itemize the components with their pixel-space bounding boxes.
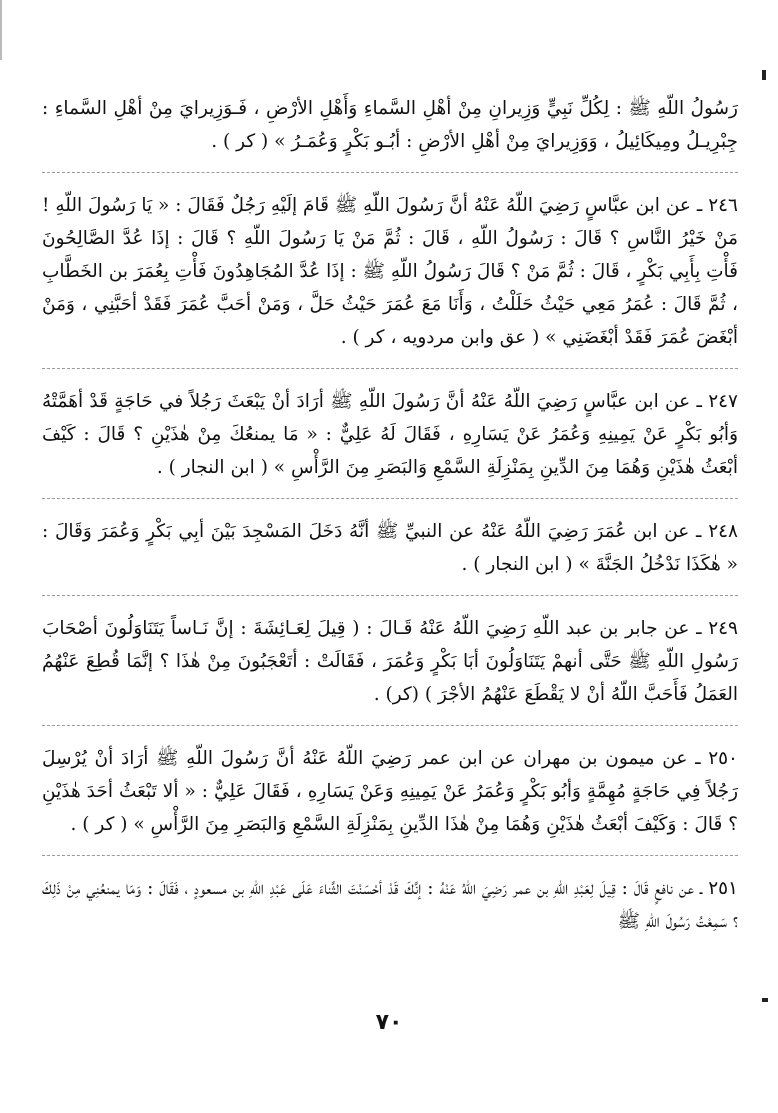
scan-edge-mark (762, 998, 768, 1002)
page-number: ٧٠ (375, 1010, 403, 1035)
hadith-251: ٢٥١ ـ عن نافعٍ قَالَ : قِيلَ لِعَبْدِ اللّهِ بن عمر رَضِيَ اللّهُ عَنْهُ : إنَّكَ قَدْ أحْسَنْتَ الثَّناءَ عَلَى عَبْدِ اللّهِ بن مسعودٍ ، فَقَالَ : وَمَا يمنعُنِي مِنْ ذَلِكَ ؟ سَمِعْتُ رَسُولَ اللّهِ ﷺ (42, 878, 738, 932)
hadith-248: ٢٤٨ ـ عن ابن عُمَرَ رَضِيَ اللّهُ عَنْهُ عن النبيِّ ﷺ أنَّهُ دَخَلَ المَسْجِدَ بَيْنَ أبِي بَكْرٍ وَعُمَرَ وَقَالَ : « هٰكَذَا نَدْخُلُ الجَنَّةَ » ( ابن النجار ) . (42, 521, 738, 575)
divider (42, 595, 738, 596)
scan-edge-mark (762, 70, 766, 80)
divider (42, 855, 738, 856)
divider (42, 498, 738, 499)
divider (42, 725, 738, 726)
paragraph-continuation: رَسُولُ اللّهِ ﷺ : لِكُلِّ نَبِيٍّ وَزِيرانِ مِنْ أهْلِ السَّماءِ وَأَهْلِ الأرْضِ ، فَـوَزِيرايَ مِنْ أهْلِ السَّماءِ : جِبْرِيـلُ ومِيكَائِيلُ ، وَوَزِيرايَ مِنْ أهْلِ الأرْضِ : أبُـو بَكْرٍ وَعُمَـرُ » ( كر ) . (42, 98, 738, 152)
hadith-249: ٢٤٩ ـ عن جابر بن عبد اللّهِ رَضِيَ اللّهُ عَنْهُ قَـالَ : ( قِيلَ لِعَـائِشَةَ : إنَّ نَـاساً يَتَنَاوَلُونَ أصْحَابَ رَسُولِ اللّهِ ﷺ حَتَّى أنهمْ يَتَنَاوَلُونَ أبَا بَكْرٍ وَعُمَرَ ، فَقَالَتْ : أتَعْجَبُونَ مِنْ هٰذَا ؟ إنَّمَا قُطِعَ عَنْهُمُ العَمَلُ فَأَحَبَّ اللّهُ أنْ لا يَقْطَعَ عَنْهُمُ الأجْرَ ) (كر) . (42, 618, 738, 705)
divider (42, 172, 738, 173)
page-body (42, 92, 738, 952)
hadith-250: ٢٥٠ ـ عن ميمون بن مهران عن ابن عمر رَضِيَ اللّهُ عَنْهُ أنَّ رَسُولَ اللّهِ ﷺ أرَادَ أنْ يُرْسِلَ رَجُلاً فِي حَاجَةٍ مُهِمَّةٍ وَأبُو بَكْرٍ وَعُمَرُ عَنْ يَمِينِهِ وَعَنْ يَسَارِهِ ، فَقَالَ عَلِيٌّ : « ألا تَبْعَثُ أحَدَ هٰذَيْنِ ؟ قَالَ : وَكَيْفَ أبْعَثُ هٰذَيْنِ وَهُمَا مِنْ هٰذَا الدِّينِ بِمَنْزِلَةِ السَّمْعِ وَالبَصَرِ مِنَ الرَّأْسِ » ( كر ) . (42, 748, 738, 835)
scan-edge-mark (0, 0, 2, 60)
hadith-246: ٢٤٦ ـ عن ابن عبَّاسٍ رَضِيَ اللّهُ عَنْهُ أنَّ رَسُولَ اللّهِ ﷺ قَامَ إلَيْهِ رَجُلٌ فَقَالَ : « يَا رَسُولَ اللّهِ ! مَنْ خَيْرُ النَّاسِ ؟ قَالَ : رَسُولُ اللّهِ ، قَالَ : ثُمَّ مَنْ يَا رَسُولَ اللّهِ ؟ قَالَ : إذَا عُدَّ الصَّالِحُونَ فَأْتِ بِأَبِي بَكْرٍ ، قَالَ : ثُمَّ مَنْ ؟ قَالَ رَسُولُ اللّهِ ﷺ : إذَا عُدَّ المُجَاهِدُونَ فَأْتِ بِعُمَرَ بن الخَطَّابِ ، ثُمَّ قَالَ : عُمَرُ مَعِي حَيْثُ حَلَلْتُ ، وَأَنَا مَعَ عُمَرَ حَيْثُ حَلَّ ، وَمَنْ أحَبَّ عُمَرَ فَقَدْ أحَبَّنِي ، وَمَنْ أبْغَضَ عُمَرَ فَقَدْ أبْغَضَنِي » ( عق وابن مردويه ، كر ) . (42, 195, 738, 348)
hadith-247: ٢٤٧ ـ عن ابن عبَّاسٍ رَضِيَ اللّهُ عَنْهُ أنَّ رَسُولَ اللّهِ ﷺ أرَادَ أنْ يَبْعَثَ رَجُلاً في حَاجَةٍ قَدْ أهَمَّتْهُ وَأبُو بَكْرٍ عَنْ يَمِينِهِ وَعُمَرُ عَنْ يَسَارِهِ ، فَقَالَ لَهُ عَلِيٌّ : « مَا يمنعُكَ مِنْ هٰذَيْنِ ؟ قَالَ : كَيْفَ أبْعَثُ هٰذَيْنِ وَهُمَا مِنَ الدِّينِ بِمَنْزِلَةِ السَّمْعِ وَالبَصَرِ مِنَ الرَّأْسِ » ( ابن النجار ) . (42, 391, 738, 478)
divider (42, 368, 738, 369)
